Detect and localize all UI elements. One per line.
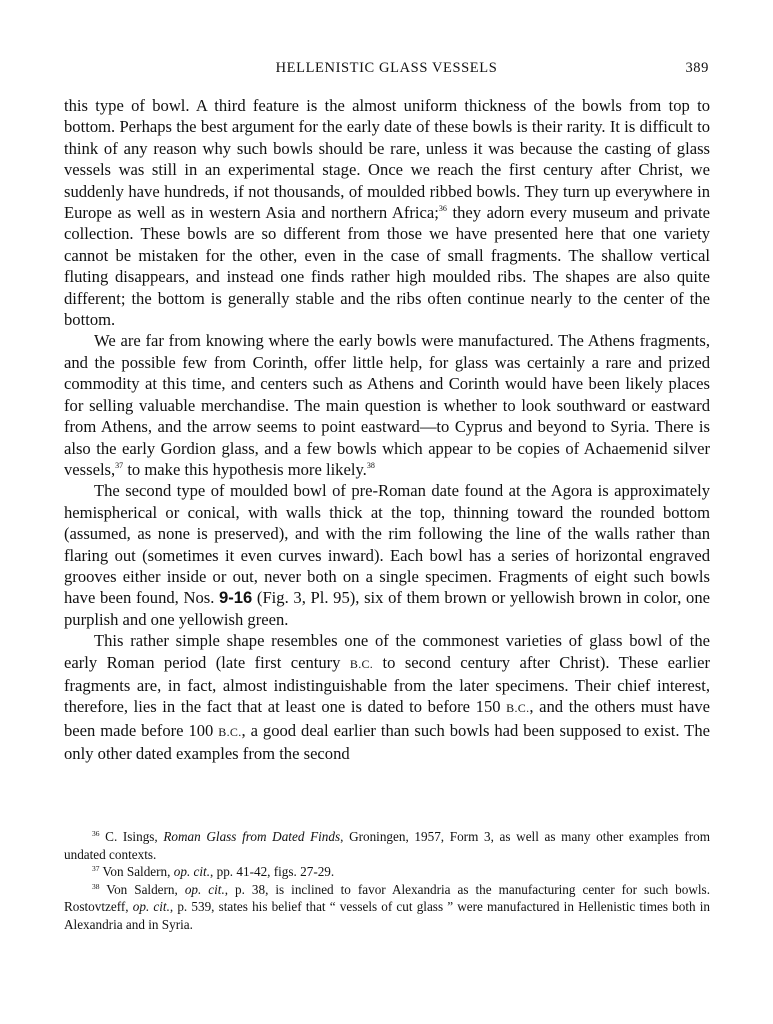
footnote-38 [64, 881, 710, 934]
catalog-numbers: 9-16 [219, 588, 253, 608]
era-abbrev: B.C. [506, 701, 530, 716]
footnote-number: 37 [92, 864, 100, 874]
paragraph-text: to make this hypothesis more likely. [123, 459, 367, 479]
paragraph-text: We are far from knowing where the early bowls were manufactured. The Athens fragments, and the possible few from Corinth, offer little help, for glass was certainly a rare and prized commodity at this time, and centers such as Athens and Corinth would have been likely places for selling valuable merchandise. The main question is whether to look southward or eastward from Athens, and the arrow seems to point eastward—to Cyprus and beyond to Syria. There is also the early Gordion glass, and a few bowls which appear to be copies of Achaemenid silver vessels, [64, 331, 710, 479]
paragraph-text: (Fig. 3, Pl. 95), six of them brown or yellowish brown in color, one purplish and one yellowish green. [64, 588, 710, 629]
footnote-number: 38 [92, 881, 100, 891]
footnote-ref-38: 38 [366, 460, 375, 470]
op-cit: op. cit. [184, 881, 225, 897]
paragraph-text: to second century after Christ). These earlier fragments are, in fact, almost indistinguishable from the later specimens. Their chief interest, therefore, lies in the fact that at least one is dated to before 150 [64, 652, 711, 717]
footnote-text: , p. 38, is inclined to favor Alexandria as the manufacturing center for such bowls. Rostovtzeff, [64, 881, 710, 915]
paragraph-text: The second type of moulded bowl of pre-Roman date found at the Agora is approximately hemispherical or conical, with walls thick at the top, thinning toward the rounded bottom (assumed, as none is preserved), and with the rim following the line of the walls rather than flaring out (sometimes it even curves inward). Each bowl has a series of horizontal engraved grooves either inside or out, never both on a single specimen. Fragments of eight such bowls have been found, Nos. [64, 481, 710, 608]
footnote-36 [64, 828, 710, 863]
running-title: HELLENISTIC GLASS VESSELS [275, 60, 498, 76]
footnote-text: , Groningen, 1957, Form 3, as well as many other examples from undated contexts. [64, 829, 710, 862]
paragraph-text: they adorn every museum and private collection. These bowls are so different from those we have presented here that one variety cannot be mistaken for the other, even in the case of small fragments. The shallow vertical fluting disappears, and instead one finds rather high moulded ribs. The shapes are also quite different; the bottom is generally stable and the ribs often continue nearly to the center of the bottom. [64, 203, 710, 330]
paragraph-text: this type of bowl. A third feature is the almost uniform thickness of the bowls from top to bottom. Perhaps the best argument for the early date of these bowls is their rarity. It is difficult to think of any reason why such bowls should be rare, unless it was because the casting of glass vessels was still in an experimental stage. Once we reach the first century after Christ, we suddenly have hundreds, if not thousands, of moulded ribbed bowls. They turn up everywhere in Europe as well as in western Asia and northern Africa; [64, 96, 710, 223]
paragraph-2 [64, 330, 710, 480]
footnote-ref-37: 37 [115, 460, 124, 470]
paragraph-text: This rather simple shape resembles one of the commonest varieties of glass bowl of the early Roman period (late first century [64, 631, 710, 672]
footnote-text: , pp. 41-42, figs. 27-29. [210, 864, 335, 880]
footnotes [64, 828, 710, 934]
paragraph-text: , and the others must have been made before 100 [64, 697, 710, 740]
body-text [64, 95, 710, 765]
op-cit: op. cit. [173, 864, 211, 880]
cited-title: Roman Glass from Dated Finds [163, 829, 341, 844]
page-header [64, 60, 709, 80]
footnote-text: C. Isings, [99, 829, 164, 844]
footnote-text: Von Saldern, [99, 881, 185, 897]
era-abbrev: B.C. [349, 656, 374, 671]
footnote-37 [64, 863, 710, 881]
footnote-ref-36: 36 [438, 204, 447, 214]
op-cit: op. cit. [132, 899, 170, 915]
paragraph-text: , a good deal earlier than such bowls had been supposed to exist. The only other dated examples from the second [64, 720, 710, 764]
page-number: 389 [685, 60, 709, 76]
footnote-text: , p. 539, states his belief that “ vessels of cut glass ” were manufactured in Hellenistic times both in Alexandria and in Syria. [64, 899, 710, 932]
paragraph-4 [64, 630, 710, 764]
footnote-number: 36 [92, 829, 100, 838]
paragraph-1 [64, 95, 710, 330]
footnote-text: Von Saldern, [99, 864, 174, 880]
paragraph-3 [64, 480, 710, 630]
era-abbrev: B.C. [218, 724, 242, 739]
